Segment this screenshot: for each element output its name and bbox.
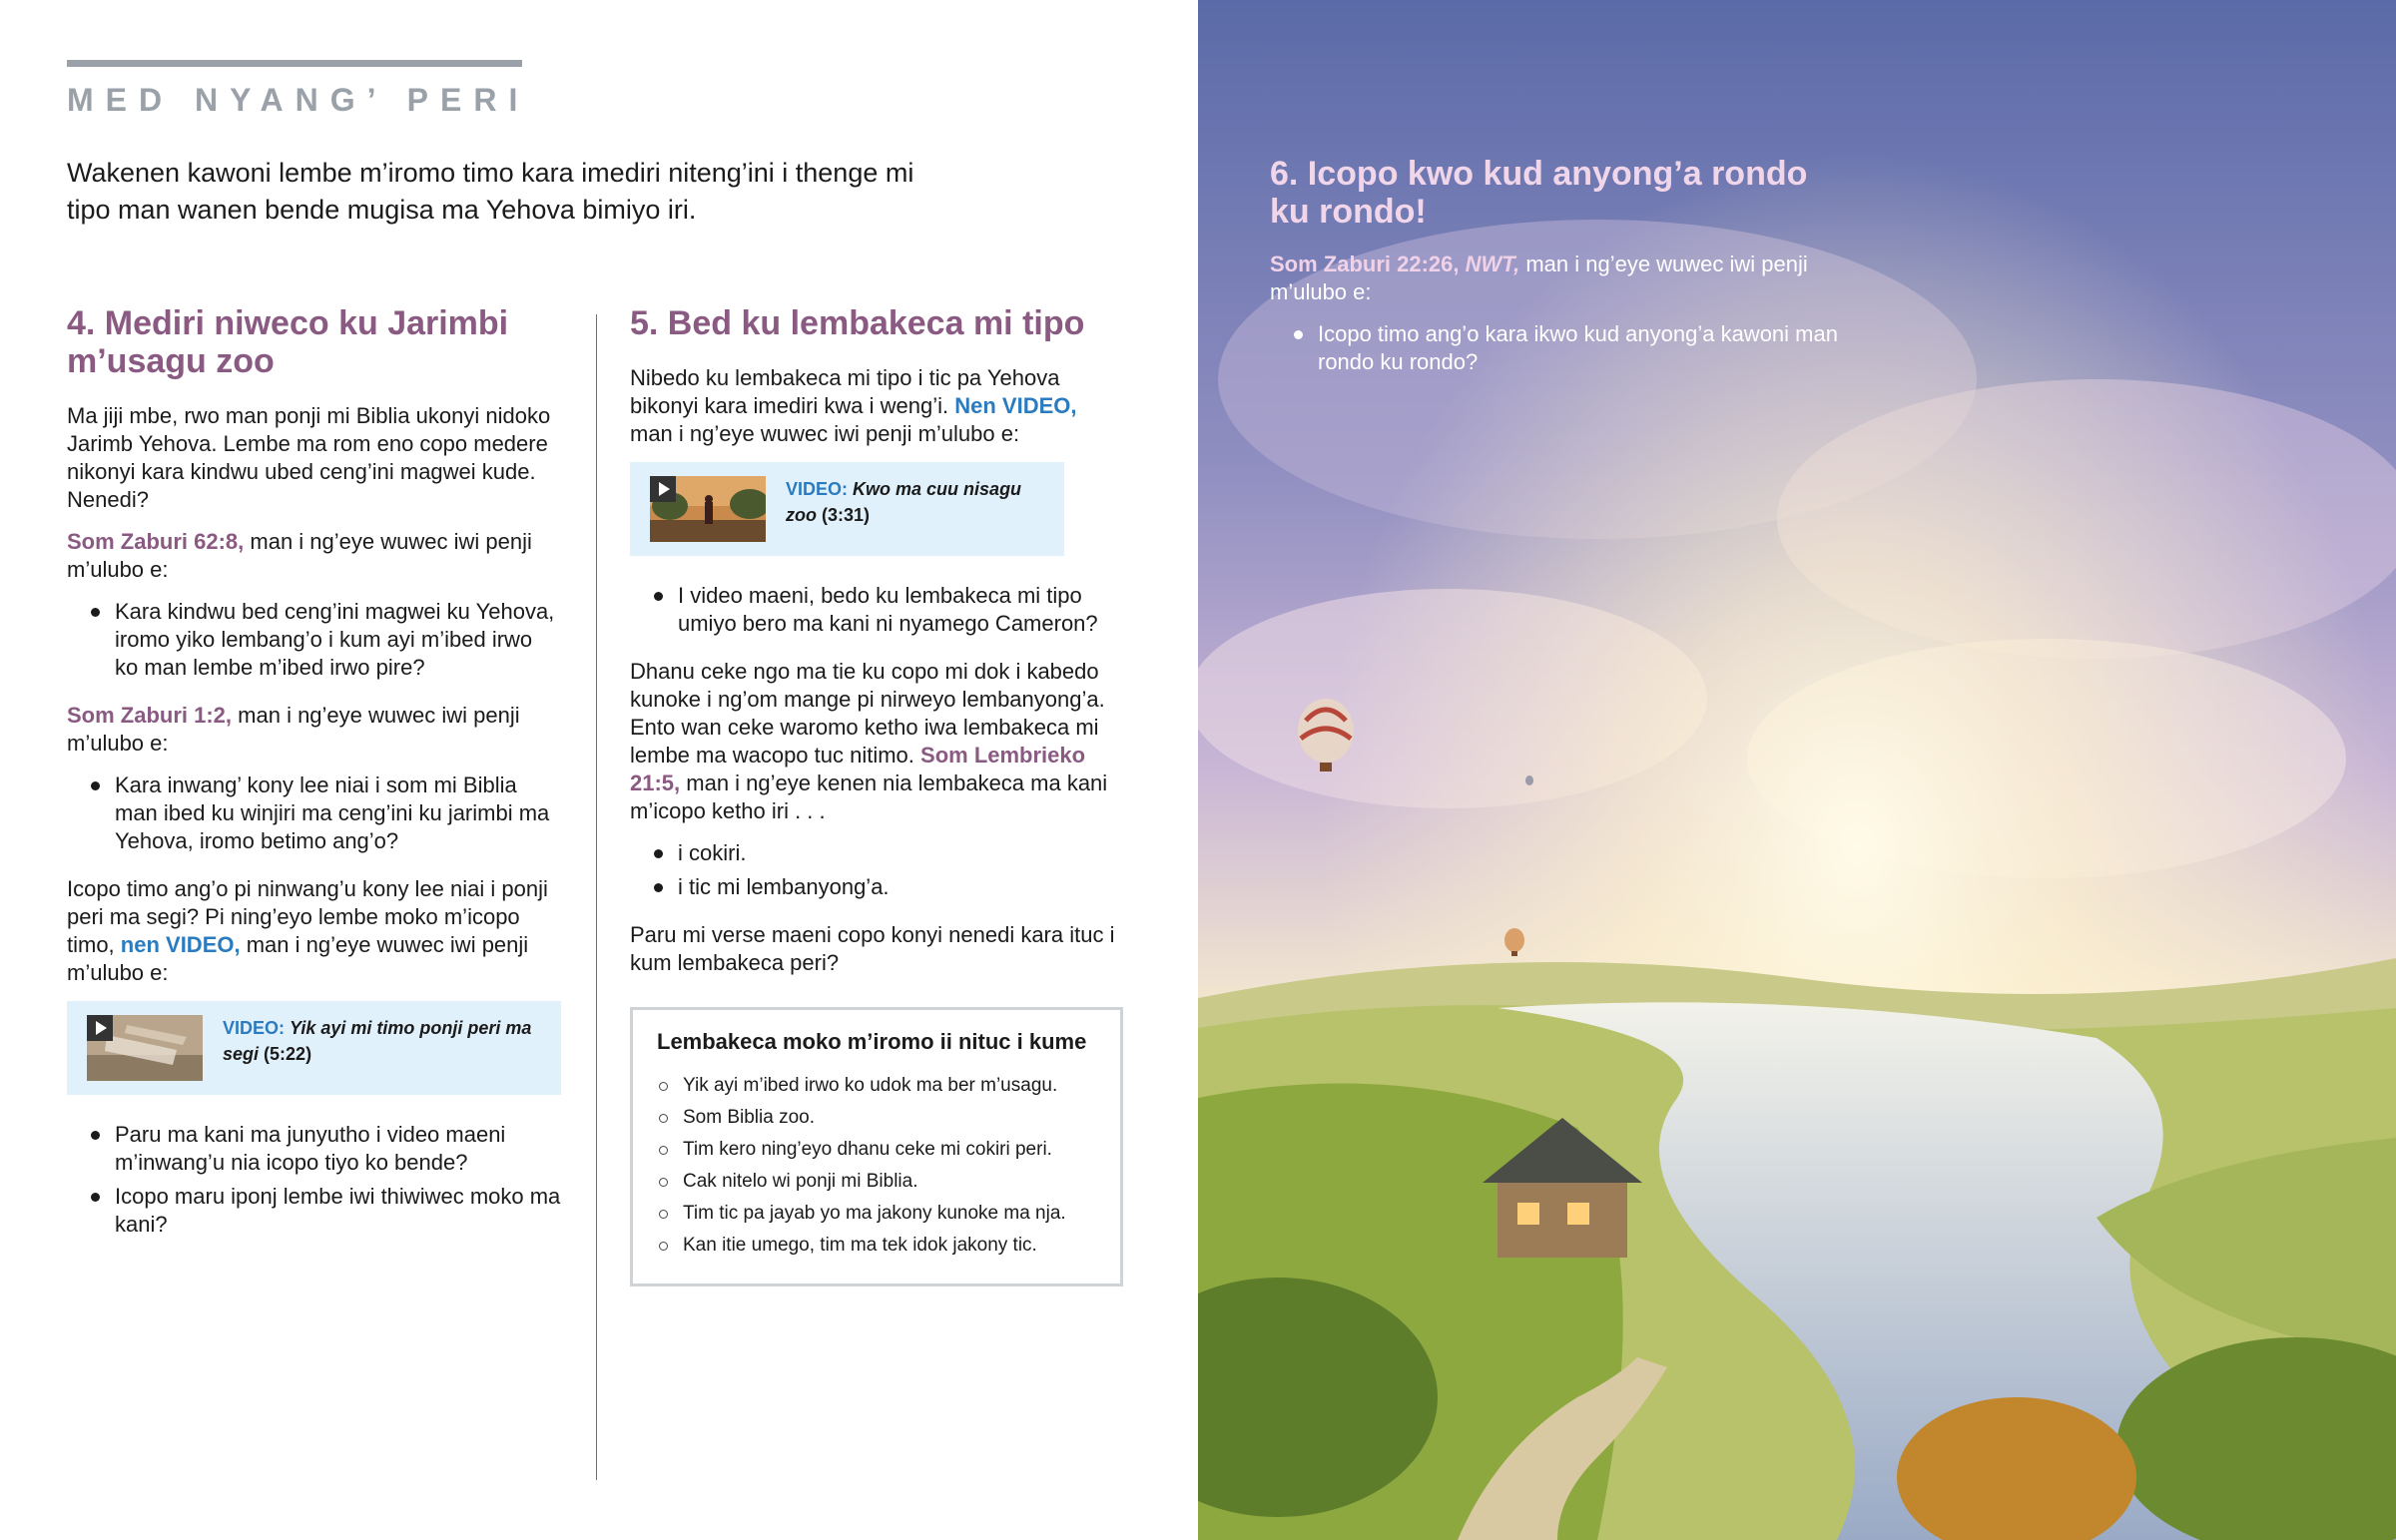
video-link[interactable]: Nen VIDEO, xyxy=(954,393,1077,418)
goal-list xyxy=(630,839,1124,901)
question-item: I video maeni, bedo ku lembakeca mi tipo umiyo bero ma kani ni nyamego Cameron? xyxy=(678,582,1124,638)
goals-box-item: Yik ayi m’ibed irwo ko udok ma ber m’usagu. xyxy=(683,1070,1096,1102)
video-caption xyxy=(223,1015,541,1067)
play-icon[interactable] xyxy=(87,1015,113,1041)
video-thumbnail[interactable] xyxy=(87,1015,203,1081)
scripture-prompt xyxy=(630,658,1124,825)
prompt-text: man i ng’eye wuwec iwi penji m’ulubo e: xyxy=(67,529,532,582)
section-6 xyxy=(1270,155,1849,396)
prompt-text: man i ng’eye kenen nia lembakeca ma kani m’icopo ketho iri . . . xyxy=(630,770,1108,823)
scripture-prompt-1 xyxy=(67,528,561,584)
goals-box-list xyxy=(657,1070,1096,1262)
goals-box-item: Kan itie umego, tim ma tek idok jakony tic. xyxy=(683,1230,1096,1262)
video-caption xyxy=(786,476,1044,528)
prompt-text: man i ng’eye wuwec iwi penji m’ulubo e: xyxy=(67,703,520,756)
goal-item: i cokiri. xyxy=(678,839,1124,867)
section-5-title: 5. Bed ku lembakeca mi tipo xyxy=(630,304,1085,342)
prompt-text: Dhanu ceke ngo ma tie ku copo mi dok i kabedo kunoke i ng’om mange pi nirweyo lembanyong’a. Ento wan ceke waromo ketho iwa lembakeca mi lembe ma wacopo tuc nitimo. xyxy=(630,659,1105,768)
video-title: Kwo ma cuu nisagu zoo xyxy=(786,479,1022,525)
goal-item: i tic mi lembanyong’a. xyxy=(678,873,1124,901)
section-6-title: 6. Icopo kwo kud anyong’a rondo ku rondo! xyxy=(1270,155,1808,231)
question-item: Icopo timo ang’o kara ikwo kud anyong’a kawoni man rondo ku rondo? xyxy=(1318,320,1849,376)
goals-box-item: Cak nitelo wi ponji mi Biblia. xyxy=(683,1166,1096,1198)
question-item: Kara kindwu bed ceng’ini magwei ku Yehova, iromo yiko lembang’o i kum ayi m’ibed irwo ko man lembe m’ibed irwo pire? xyxy=(115,598,561,682)
prompt-text: man i ng’eye wuwec iwi penji m’ulubo e: xyxy=(1270,252,1808,304)
video-link[interactable]: nen VIDEO, xyxy=(120,932,241,957)
scripture-ref[interactable]: Som Zaburi 1:2, xyxy=(67,703,233,728)
play-icon[interactable] xyxy=(650,476,676,502)
goals-box-title: Lembakeca moko m’iromo ii nituc i kume xyxy=(657,1029,1087,1054)
prompt-text: Nibedo ku lembakeca mi tipo i tic pa Yehova bikonyi kara imediri kwa i weng’i. xyxy=(630,365,1060,418)
nwt-label: NWT, xyxy=(1459,252,1520,276)
lead-paragraph: Wakenen kawoni lembe m’iromo timo kara imediri niteng’ini i thenge mi tipo man wanen bende mugisa ma Yehova bimiyo iri. xyxy=(67,158,914,225)
question-item: Kara inwang’ kony lee niai i som mi Biblia man ibed ku winjiri ma ceng’ini ku jarimbi ma Yehova, iromo betimo ang’o? xyxy=(115,771,561,855)
question-list xyxy=(630,582,1124,638)
goals-box xyxy=(630,1007,1123,1286)
question-list xyxy=(1270,320,1849,376)
scripture-ref[interactable]: Som Lembrieko 21:5, xyxy=(630,743,1086,795)
video-title: Yik ayi mi timo ponji peri ma segi xyxy=(223,1018,532,1064)
question-list xyxy=(67,771,561,855)
video-label: VIDEO: xyxy=(786,479,849,499)
prompt-text: man i ng’eye wuwec iwi penji m’ulubo e: xyxy=(630,421,1020,446)
column-divider xyxy=(596,314,597,1480)
video-label: VIDEO: xyxy=(223,1018,286,1038)
question-list xyxy=(67,598,561,682)
video-duration: (5:22) xyxy=(264,1044,312,1064)
question-list xyxy=(67,1121,561,1239)
video-prompt xyxy=(67,875,561,987)
goals-box-item: Som Biblia zoo. xyxy=(683,1102,1096,1134)
column-section-4 xyxy=(67,304,561,1259)
section-4-title: 4. Mediri niweco ku Jarimbi m’usagu zoo xyxy=(67,304,509,380)
scripture-prompt-2 xyxy=(67,702,561,758)
video-prompt xyxy=(630,364,1124,448)
right-page-illustration xyxy=(1198,0,2396,1540)
column-section-5 xyxy=(630,304,1124,1286)
scripture-ref[interactable]: Som Zaburi 22:26, xyxy=(1270,252,1460,276)
scripture-ref[interactable]: Som Zaburi 62:8, xyxy=(67,529,245,554)
section-kicker: MED NYANG’ PERI xyxy=(67,82,530,118)
kicker-rule xyxy=(67,60,522,67)
hot-air-balloon-icon xyxy=(1525,775,1533,785)
scripture-prompt xyxy=(1270,251,1849,306)
goals-box-item: Tim tic pa jayab yo ma jakony kunoke ma nja. xyxy=(683,1198,1096,1230)
section-4-intro: Ma jiji mbe, rwo man ponji mi Biblia ukonyi nidoko Jarimb Yehova. Lembe ma rom eno copo medere nikonyi kara kindwu ubed ceng’ini magwei kude. Nenedi? xyxy=(67,403,551,512)
prompt-text: man i ng’eye wuwec iwi penji m’ulubo e: xyxy=(67,932,529,985)
video-card[interactable] xyxy=(67,1001,561,1095)
section-5-question: Paru mi verse maeni copo konyi nenedi kara ituc i kum lembakeca peri? xyxy=(630,922,1115,975)
prompt-text: Icopo timo ang’o pi ninwang’u kony lee niai i ponji peri ma segi? Pi ning’eyo lembe moko m’icopo timo, xyxy=(67,876,548,957)
video-duration: (3:31) xyxy=(822,505,871,525)
question-item: Paru ma kani ma junyutho i video maeni m’inwang’u nia icopo tiyo ko bende? xyxy=(115,1121,561,1177)
question-item: Icopo maru iponj lembe iwi thiwiwec moko ma kani? xyxy=(115,1184,561,1237)
goals-box-item: Tim kero ning’eyo dhanu ceke mi cokiri peri. xyxy=(683,1134,1096,1166)
video-thumbnail[interactable] xyxy=(650,476,766,542)
video-card[interactable] xyxy=(630,462,1064,556)
